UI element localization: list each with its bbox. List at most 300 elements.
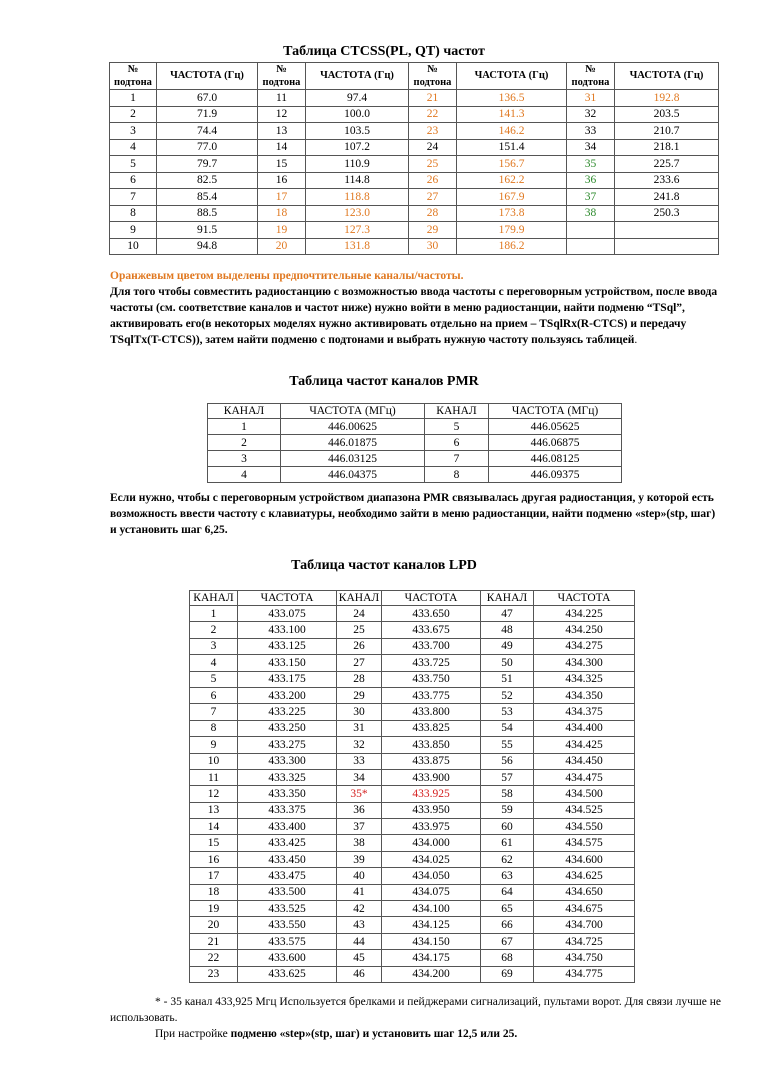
frequency-cell: 433.500 (238, 884, 337, 900)
pmr-table (207, 403, 622, 483)
channel-cell: 22 (190, 950, 238, 966)
frequency-cell: 433.200 (238, 687, 337, 703)
column-header-tone-number: № подтона (409, 63, 457, 90)
channel-cell: 5 (190, 671, 238, 687)
frequency-cell: 433.525 (238, 901, 337, 917)
channel-cell (567, 222, 615, 239)
frequency-cell: 433.800 (382, 704, 481, 720)
frequency-cell: 118.8 (306, 189, 409, 206)
table-row (190, 687, 635, 703)
frequency-cell: 433.275 (238, 737, 337, 753)
channel-cell: 20 (190, 917, 238, 933)
channel-cell: 49 (481, 638, 534, 654)
table-row (190, 933, 635, 949)
channel-cell: 9 (190, 737, 238, 753)
channel-cell: 34 (337, 769, 382, 785)
column-header-frequency: ЧАСТОТА (Гц) (157, 63, 258, 90)
table-row (110, 172, 719, 189)
channel-cell: 6 (425, 435, 489, 451)
frequency-cell (615, 222, 719, 239)
column-header-tone-number: № подтона (110, 63, 157, 90)
table-row (190, 950, 635, 966)
channel-cell: 25 (409, 156, 457, 173)
frequency-cell: 434.325 (534, 671, 635, 687)
lpd-footnote: * - 35 канал 433,925 Мгц Используется брелками и пейджерами сигнализаций, пультами ворот. Для связи лучше не использовать. (110, 996, 721, 1024)
frequency-cell: 433.850 (382, 737, 481, 753)
channel-cell: 61 (481, 835, 534, 851)
channel-cell: 33 (567, 123, 615, 140)
channel-cell: 20 (258, 238, 306, 255)
channel-cell: 41 (337, 884, 382, 900)
channel-cell: 21 (190, 933, 238, 949)
column-header-tone-number: № подтона (258, 63, 306, 90)
channel-cell: 42 (337, 901, 382, 917)
channel-cell: 21 (409, 90, 457, 107)
channel-cell: 14 (258, 139, 306, 156)
frequency-cell: 446.05625 (489, 419, 622, 435)
channel-cell: 4 (208, 467, 281, 483)
channel-cell: 29 (337, 687, 382, 703)
channel-cell: 18 (258, 205, 306, 222)
frequency-cell: 114.8 (306, 172, 409, 189)
column-header-tone-number: № подтона (567, 63, 615, 90)
column-header-frequency: ЧАСТОТА (МГц) (489, 404, 622, 419)
channel-cell: 52 (481, 687, 534, 703)
channel-cell: 8 (190, 720, 238, 736)
channel-cell: 23 (190, 966, 238, 982)
frequency-cell: 434.575 (534, 835, 635, 851)
table-row (190, 802, 635, 818)
channel-cell: 27 (409, 189, 457, 206)
column-header-channel: КАНАЛ (481, 591, 534, 606)
channel-cell: 35* (337, 786, 382, 802)
channel-cell: 15 (258, 156, 306, 173)
table-row (110, 139, 719, 156)
frequency-cell: 446.09375 (489, 467, 622, 483)
frequency-cell: 434.600 (534, 851, 635, 867)
channel-cell: 28 (337, 671, 382, 687)
channel-cell: 13 (190, 802, 238, 818)
column-header-frequency: ЧАСТОТА (МГц) (281, 404, 425, 419)
channel-cell: 28 (409, 205, 457, 222)
frequency-cell: 433.650 (382, 606, 481, 622)
column-header-frequency: ЧАСТОТА (Гц) (457, 63, 567, 90)
ctcss-notes (110, 268, 722, 348)
table-row (190, 966, 635, 982)
frequency-cell: 434.650 (534, 884, 635, 900)
channel-cell: 6 (190, 687, 238, 703)
table-row (208, 467, 622, 483)
table-row (208, 419, 622, 435)
table-row (190, 671, 635, 687)
frequency-cell: 434.275 (534, 638, 635, 654)
frequency-cell: 433.925 (382, 786, 481, 802)
frequency-cell: 446.04375 (281, 467, 425, 483)
table-row (190, 819, 635, 835)
column-header-frequency: ЧАСТОТА (Гц) (615, 63, 719, 90)
frequency-cell: 433.625 (238, 966, 337, 982)
channel-cell: 17 (190, 868, 238, 884)
frequency-cell: 434.475 (534, 769, 635, 785)
frequency-cell: 186.2 (457, 238, 567, 255)
pmr-instructions: Если нужно, чтобы с переговорным устройством диапазона PMR связывалась другая радиостанция, у которой есть возможность ввести частоту с клавиатуры, необходимо зайти в меню радиостанции, найти подменю «step»(stp, шаг) и установить шаг 6,25. (110, 492, 716, 536)
channel-cell: 39 (337, 851, 382, 867)
channel-cell (567, 238, 615, 255)
channel-cell: 40 (337, 868, 382, 884)
channel-cell: 24 (409, 139, 457, 156)
frequency-cell: 446.08125 (489, 451, 622, 467)
frequency-cell: 434.100 (382, 901, 481, 917)
frequency-cell: 434.525 (534, 802, 635, 818)
frequency-cell: 434.175 (382, 950, 481, 966)
column-header-channel: КАНАЛ (425, 404, 489, 419)
channel-cell: 37 (337, 819, 382, 835)
table-row (190, 638, 635, 654)
frequency-cell: 250.3 (615, 205, 719, 222)
frequency-cell: 433.225 (238, 704, 337, 720)
channel-cell: 47 (481, 606, 534, 622)
frequency-cell: 77.0 (157, 139, 258, 156)
column-header-channel: КАНАЛ (190, 591, 238, 606)
frequency-cell: 225.7 (615, 156, 719, 173)
frequency-cell: 433.150 (238, 655, 337, 671)
channel-cell: 69 (481, 966, 534, 982)
column-header-channel: КАНАЛ (208, 404, 281, 419)
channel-cell: 60 (481, 819, 534, 835)
column-header-frequency: ЧАСТОТА (534, 591, 635, 606)
frequency-cell: 94.8 (157, 238, 258, 255)
frequency-cell: 434.250 (534, 622, 635, 638)
channel-cell: 2 (110, 106, 157, 123)
table-row (190, 786, 635, 802)
channel-cell: 1 (190, 606, 238, 622)
channel-cell: 65 (481, 901, 534, 917)
table-row (110, 205, 719, 222)
table-row (190, 655, 635, 671)
frequency-cell: 433.350 (238, 786, 337, 802)
frequency-cell: 433.675 (382, 622, 481, 638)
channel-cell: 3 (208, 451, 281, 467)
channel-cell: 19 (258, 222, 306, 239)
channel-cell: 51 (481, 671, 534, 687)
pmr-header-row (208, 404, 622, 419)
channel-cell: 27 (337, 655, 382, 671)
channel-cell: 34 (567, 139, 615, 156)
channel-cell: 15 (190, 835, 238, 851)
channel-cell: 7 (110, 189, 157, 206)
frequency-cell: 123.0 (306, 205, 409, 222)
frequency-cell: 433.425 (238, 835, 337, 851)
channel-cell: 10 (190, 753, 238, 769)
frequency-cell: 446.01875 (281, 435, 425, 451)
lpd-step-note: При настройке подменю «step»(stp, шаг) и установить шаг 12,5 или 25. (155, 1028, 518, 1040)
channel-cell: 7 (190, 704, 238, 720)
frequency-cell: 434.500 (534, 786, 635, 802)
frequency-cell: 433.775 (382, 687, 481, 703)
channel-cell: 24 (337, 606, 382, 622)
channel-cell: 19 (190, 901, 238, 917)
channel-cell: 8 (425, 467, 489, 483)
table-row (190, 884, 635, 900)
column-header-frequency: ЧАСТОТА (382, 591, 481, 606)
ctcss-table (109, 62, 719, 255)
channel-cell: 57 (481, 769, 534, 785)
channel-cell: 6 (110, 172, 157, 189)
frequency-cell: 100.0 (306, 106, 409, 123)
ctcss-header-row (110, 63, 719, 90)
table-row (110, 90, 719, 107)
channel-cell: 33 (337, 753, 382, 769)
frequency-cell: 434.150 (382, 933, 481, 949)
frequency-cell: 156.7 (457, 156, 567, 173)
frequency-cell: 434.700 (534, 917, 635, 933)
table-row (190, 737, 635, 753)
channel-cell: 25 (337, 622, 382, 638)
table-row (190, 917, 635, 933)
channel-cell: 64 (481, 884, 534, 900)
frequency-cell: 433.550 (238, 917, 337, 933)
table-row (208, 435, 622, 451)
frequency-cell: 433.125 (238, 638, 337, 654)
frequency-cell: 91.5 (157, 222, 258, 239)
frequency-cell: 88.5 (157, 205, 258, 222)
channel-cell: 12 (190, 786, 238, 802)
channel-cell: 32 (337, 737, 382, 753)
channel-cell: 4 (110, 139, 157, 156)
channel-cell: 36 (567, 172, 615, 189)
table-row (190, 851, 635, 867)
channel-cell: 29 (409, 222, 457, 239)
frequency-cell: 433.475 (238, 868, 337, 884)
channel-cell: 56 (481, 753, 534, 769)
channel-cell: 1 (208, 419, 281, 435)
frequency-cell: 434.050 (382, 868, 481, 884)
channel-cell: 44 (337, 933, 382, 949)
frequency-cell: 167.9 (457, 189, 567, 206)
table-row (208, 451, 622, 467)
table-row (110, 189, 719, 206)
table-row (190, 606, 635, 622)
frequency-cell: 434.750 (534, 950, 635, 966)
table-row (110, 106, 719, 123)
channel-cell: 46 (337, 966, 382, 982)
frequency-cell: 173.8 (457, 205, 567, 222)
channel-cell: 36 (337, 802, 382, 818)
channel-cell: 66 (481, 917, 534, 933)
frequency-cell: 434.025 (382, 851, 481, 867)
table-row (110, 156, 719, 173)
pmr-title: Таблица частот каналов PMR (289, 374, 479, 389)
column-header-frequency: ЧАСТОТА (238, 591, 337, 606)
frequency-cell: 433.900 (382, 769, 481, 785)
frequency-cell (615, 238, 719, 255)
channel-cell: 7 (425, 451, 489, 467)
frequency-cell: 434.300 (534, 655, 635, 671)
channel-cell: 43 (337, 917, 382, 933)
frequency-cell: 79.7 (157, 156, 258, 173)
frequency-cell: 433.075 (238, 606, 337, 622)
frequency-cell: 434.075 (382, 884, 481, 900)
frequency-cell: 151.4 (457, 139, 567, 156)
channel-cell: 2 (208, 435, 281, 451)
channel-cell: 31 (337, 720, 382, 736)
channel-cell: 50 (481, 655, 534, 671)
orange-legend-note: Оранжевым цветом выделены предпочтительные каналы/частоты. (110, 270, 464, 282)
frequency-cell: 446.03125 (281, 451, 425, 467)
table-row (190, 901, 635, 917)
lpd-header-row (190, 591, 635, 606)
frequency-cell: 141.3 (457, 106, 567, 123)
table-row (190, 835, 635, 851)
channel-cell: 5 (110, 156, 157, 173)
frequency-cell: 433.950 (382, 802, 481, 818)
frequency-cell: 433.375 (238, 802, 337, 818)
channel-cell: 3 (110, 123, 157, 140)
channel-cell: 30 (337, 704, 382, 720)
frequency-cell: 433.575 (238, 933, 337, 949)
channel-cell: 11 (190, 769, 238, 785)
frequency-cell: 433.975 (382, 819, 481, 835)
channel-cell: 10 (110, 238, 157, 255)
frequency-cell: 433.250 (238, 720, 337, 736)
frequency-cell: 203.5 (615, 106, 719, 123)
channel-cell: 38 (567, 205, 615, 222)
frequency-cell: 434.125 (382, 917, 481, 933)
frequency-cell: 97.4 (306, 90, 409, 107)
frequency-cell: 446.00625 (281, 419, 425, 435)
channel-cell: 37 (567, 189, 615, 206)
frequency-cell: 110.9 (306, 156, 409, 173)
channel-cell: 16 (190, 851, 238, 867)
frequency-cell: 434.225 (534, 606, 635, 622)
frequency-cell: 434.425 (534, 737, 635, 753)
lpd-title: Таблица частот каналов LPD (291, 558, 477, 573)
frequency-cell: 434.400 (534, 720, 635, 736)
channel-cell: 55 (481, 737, 534, 753)
frequency-cell: 434.000 (382, 835, 481, 851)
frequency-cell: 433.600 (238, 950, 337, 966)
table-row (190, 868, 635, 884)
frequency-cell: 127.3 (306, 222, 409, 239)
channel-cell: 2 (190, 622, 238, 638)
frequency-cell: 107.2 (306, 139, 409, 156)
channel-cell: 26 (337, 638, 382, 654)
frequency-cell: 67.0 (157, 90, 258, 107)
frequency-cell: 434.375 (534, 704, 635, 720)
channel-cell: 62 (481, 851, 534, 867)
channel-cell: 5 (425, 419, 489, 435)
channel-cell: 4 (190, 655, 238, 671)
frequency-cell: 433.700 (382, 638, 481, 654)
channel-cell: 58 (481, 786, 534, 802)
channel-cell: 3 (190, 638, 238, 654)
frequency-cell: 434.200 (382, 966, 481, 982)
channel-cell: 31 (567, 90, 615, 107)
frequency-cell: 192.8 (615, 90, 719, 107)
channel-cell: 30 (409, 238, 457, 255)
ctcss-instructions: Для того чтобы совместить радиостанцию с возможностью ввода частоты с переговорным устройством, после ввода частоты (см. соответствие каналов и частот ниже) нужно войти в меню радиостанции, найти подменю “TSql”, активировать его(в некоторых моделях нужно активировать отдельно на прием – TSqlRx(R-CTCS) и передачу TSqlTx(T-CTCS)), затем найти подменю с подтонами и выбрать нужную частоту пользуясь таблицей. (110, 286, 718, 346)
frequency-cell: 433.175 (238, 671, 337, 687)
table-row (190, 769, 635, 785)
channel-cell: 12 (258, 106, 306, 123)
channel-cell: 54 (481, 720, 534, 736)
channel-cell: 35 (567, 156, 615, 173)
frequency-cell: 82.5 (157, 172, 258, 189)
channel-cell: 32 (567, 106, 615, 123)
channel-cell: 23 (409, 123, 457, 140)
frequency-cell: 433.450 (238, 851, 337, 867)
table-row (110, 222, 719, 239)
frequency-cell: 146.2 (457, 123, 567, 140)
channel-cell: 45 (337, 950, 382, 966)
table-row (190, 704, 635, 720)
frequency-cell: 434.450 (534, 753, 635, 769)
frequency-cell: 103.5 (306, 123, 409, 140)
frequency-cell: 433.825 (382, 720, 481, 736)
frequency-cell: 434.625 (534, 868, 635, 884)
channel-cell: 68 (481, 950, 534, 966)
channel-cell: 53 (481, 704, 534, 720)
frequency-cell: 434.725 (534, 933, 635, 949)
frequency-cell: 162.2 (457, 172, 567, 189)
frequency-cell: 136.5 (457, 90, 567, 107)
channel-cell: 63 (481, 868, 534, 884)
frequency-cell: 241.8 (615, 189, 719, 206)
frequency-cell: 433.875 (382, 753, 481, 769)
channel-cell: 48 (481, 622, 534, 638)
table-row (110, 238, 719, 255)
frequency-cell: 433.400 (238, 819, 337, 835)
channel-cell: 22 (409, 106, 457, 123)
frequency-cell: 433.100 (238, 622, 337, 638)
channel-cell: 16 (258, 172, 306, 189)
frequency-cell: 74.4 (157, 123, 258, 140)
frequency-cell: 446.06875 (489, 435, 622, 451)
ctcss-title: Таблица CTCSS(PL, QT) частот (283, 44, 485, 59)
frequency-cell: 233.6 (615, 172, 719, 189)
channel-cell: 13 (258, 123, 306, 140)
channel-cell: 11 (258, 90, 306, 107)
lpd-table (189, 590, 635, 983)
frequency-cell: 433.325 (238, 769, 337, 785)
frequency-cell: 179.9 (457, 222, 567, 239)
frequency-cell: 433.300 (238, 753, 337, 769)
channel-cell: 59 (481, 802, 534, 818)
channel-cell: 8 (110, 205, 157, 222)
channel-cell: 38 (337, 835, 382, 851)
channel-cell: 26 (409, 172, 457, 189)
frequency-cell: 433.725 (382, 655, 481, 671)
frequency-cell: 131.8 (306, 238, 409, 255)
frequency-cell: 433.750 (382, 671, 481, 687)
channel-cell: 17 (258, 189, 306, 206)
frequency-cell: 434.350 (534, 687, 635, 703)
frequency-cell: 71.9 (157, 106, 258, 123)
frequency-cell: 210.7 (615, 123, 719, 140)
column-header-channel: КАНАЛ (337, 591, 382, 606)
channel-cell: 67 (481, 933, 534, 949)
channel-cell: 14 (190, 819, 238, 835)
frequency-cell: 434.675 (534, 901, 635, 917)
channel-cell: 9 (110, 222, 157, 239)
table-row (190, 622, 635, 638)
table-row (190, 720, 635, 736)
channel-cell: 18 (190, 884, 238, 900)
table-row (190, 753, 635, 769)
frequency-cell: 434.775 (534, 966, 635, 982)
channel-cell: 1 (110, 90, 157, 107)
frequency-cell: 85.4 (157, 189, 258, 206)
